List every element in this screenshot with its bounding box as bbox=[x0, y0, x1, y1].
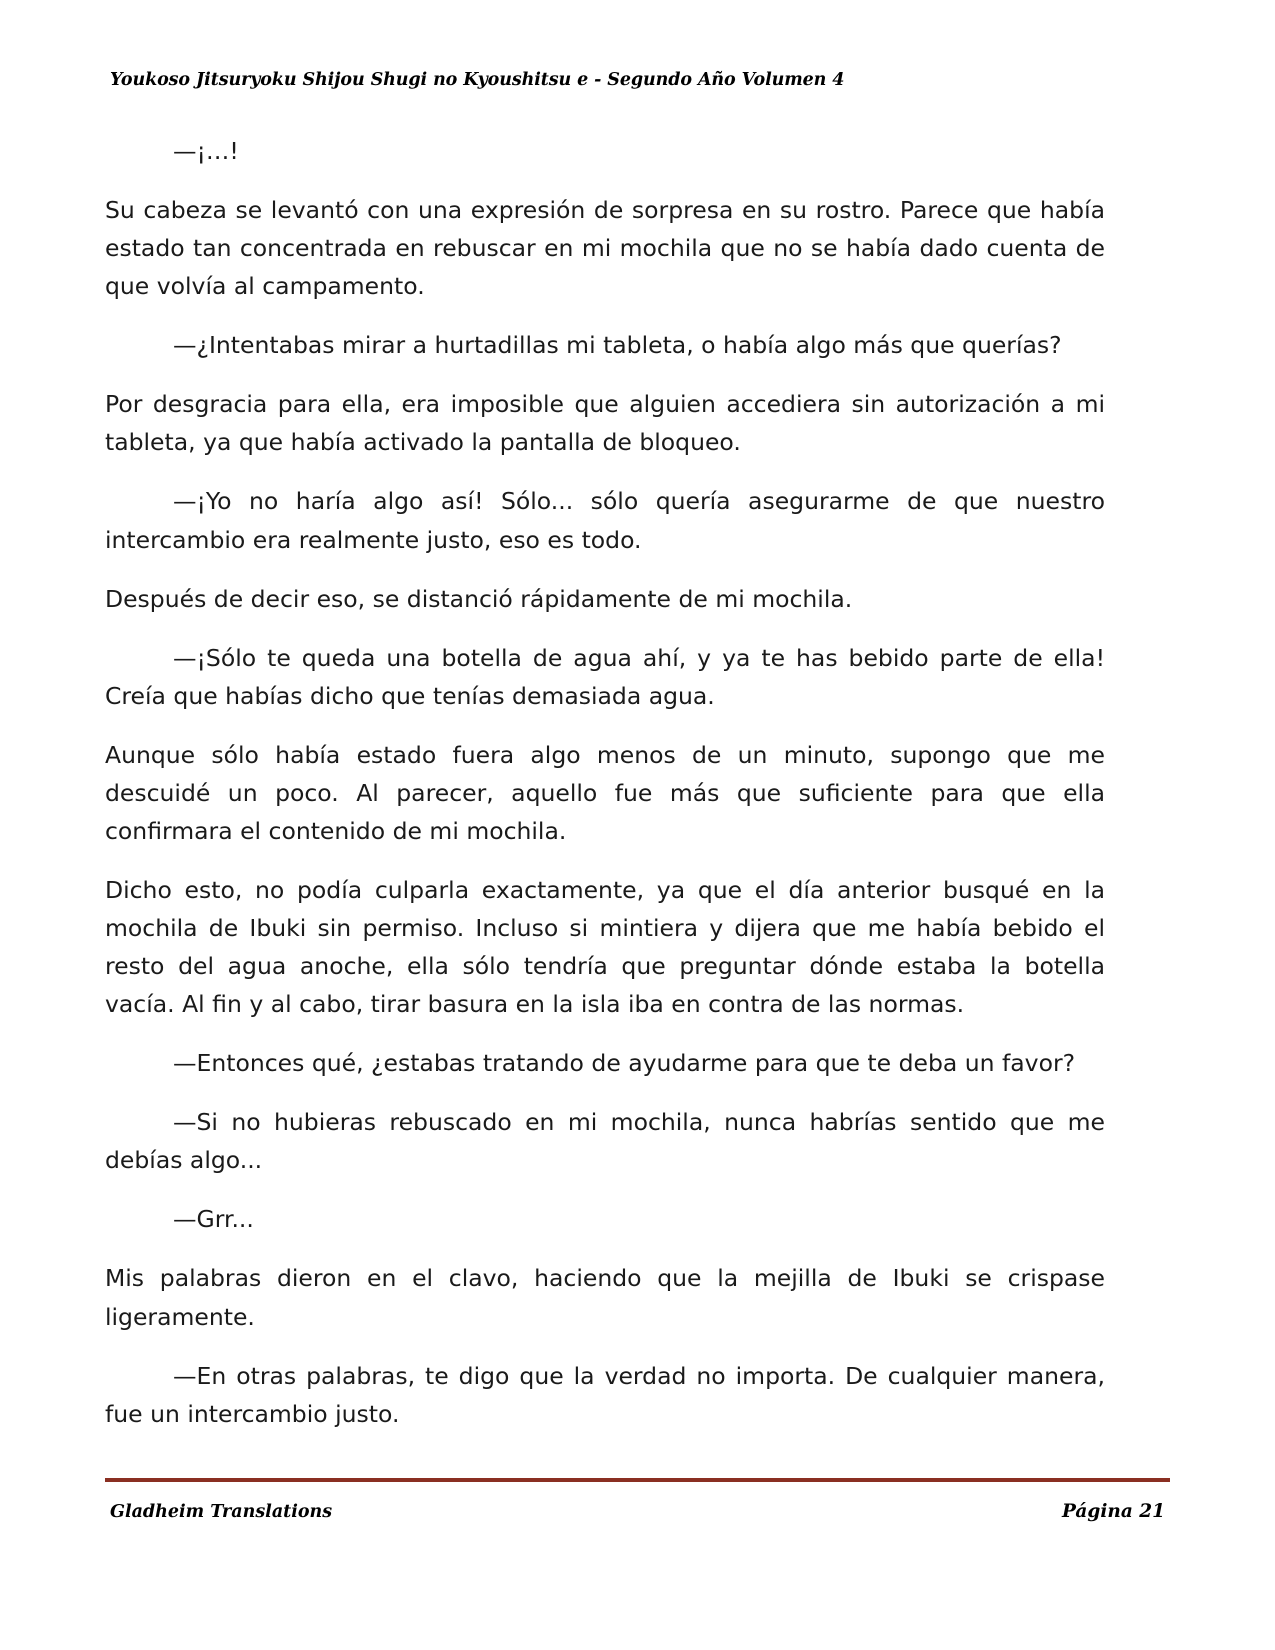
body-paragraph: —Grr... bbox=[173, 1205, 254, 1234]
body-paragraph: —¡…! bbox=[173, 137, 239, 165]
footer-translator-credit: Gladheim Translations bbox=[110, 1502, 333, 1522]
body-paragraph: —¡Yo no haría algo así! Sólo... sólo quería asegurarme de que nuestro intercambio era realmente justo, eso es todo. bbox=[105, 487, 1105, 554]
body-paragraph: Su cabeza se levantó con una expresión de sorpresa en su rostro. Parece que había estado tan concentrada en rebuscar en mi mochila que no se había dado cuenta de que volvía al campamento. bbox=[105, 196, 1105, 301]
page-header: Youkoso Jitsuryoku Shijou Shugi no Kyoushitsu e - Segundo Año Volumen 4 bbox=[110, 70, 845, 90]
body-paragraph: —¡Sólo te queda una botella de agua ahí, y ya te has bebido parte de ella! Creía que habías dicho que tenías demasiada agua. bbox=[105, 643, 1105, 710]
body-paragraph: Aunque sólo había estado fuera algo menos de un minuto, supongo que me descuidé un poco. Al parecer, aquello fue más que suficiente para que ella confirmara el contenido de mi mochila. bbox=[105, 740, 1105, 845]
body-paragraph: —¿Intentabas mirar a hurtadillas mi tableta, o había algo más que querías? bbox=[173, 331, 1062, 360]
body-paragraph: —En otras palabras, te digo que la verdad no importa. De cualquier manera, fue un intercambio justo. bbox=[105, 1361, 1105, 1428]
body-paragraph: —Si no hubieras rebuscado en mi mochila, nunca habrías sentido que me debías algo... bbox=[105, 1108, 1105, 1175]
body-paragraph: Dicho esto, no podía culparla exactamente, ya que el día anterior busqué en la mochila de Ibuki sin permiso. Incluso si mintiera y dijera que me había bebido el resto del agua anoche, ella sólo tendría que preguntar dónde estaba la botella vacía. Al fin y al cabo, tirar basura en la isla iba en contra de las normas. bbox=[105, 875, 1105, 1019]
body-paragraph: Por desgracia para ella, era imposible que alguien accediera sin autorización a mi tableta, ya que había activado la pantalla de bloqueo. bbox=[105, 390, 1105, 457]
page-body bbox=[105, 132, 1105, 1454]
footer-page-number: Página 21 bbox=[1062, 1501, 1165, 1522]
body-paragraph: Mis palabras dieron en el clavo, haciendo que la mejilla de Ibuki se crispase ligeramente. bbox=[105, 1264, 1105, 1331]
body-paragraph: Después de decir eso, se distanció rápidamente de mi mochila. bbox=[105, 584, 853, 613]
page-footer bbox=[110, 1501, 1165, 1522]
footer-divider bbox=[105, 1478, 1170, 1482]
body-paragraph: —Entonces qué, ¿estabas tratando de ayudarme para que te deba un favor? bbox=[173, 1049, 1076, 1078]
